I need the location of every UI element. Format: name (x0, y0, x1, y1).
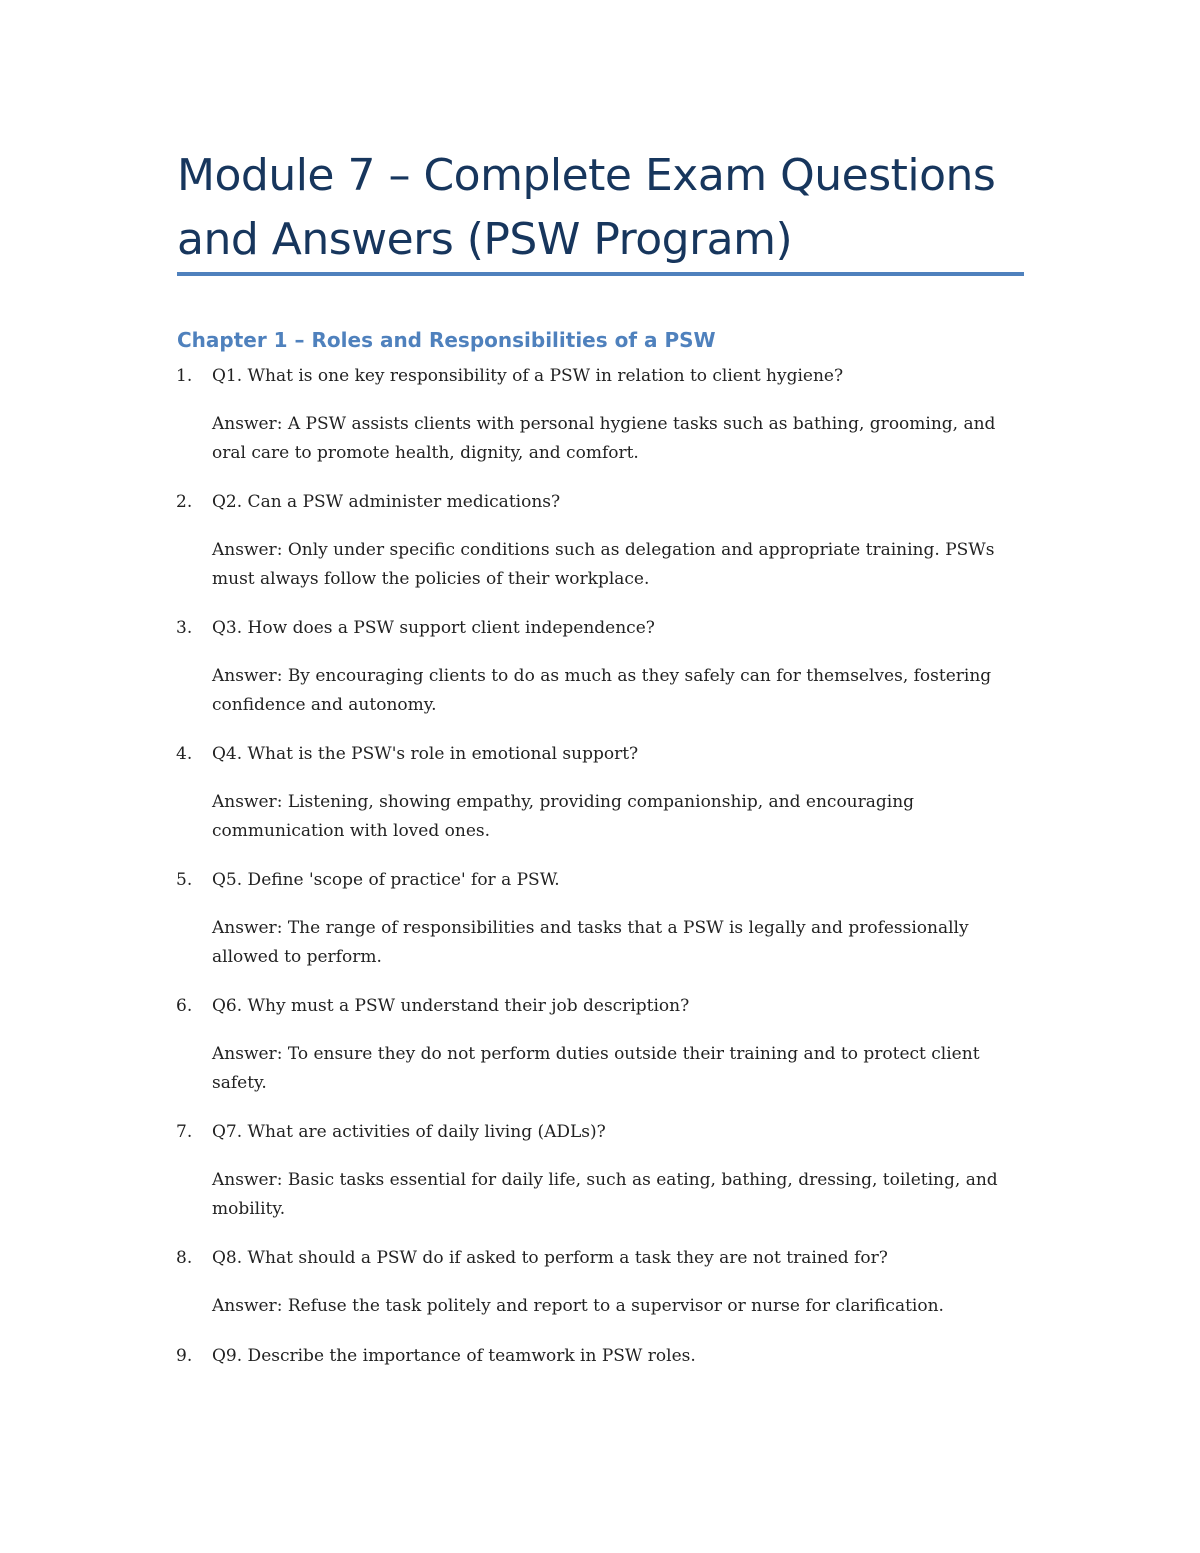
answer-text: Answer: Listening, showing empathy, providing companionship, and encouraging communication with loved ones. (212, 792, 915, 841)
question-text: Q9. Describe the importance of teamwork in PSW roles. (212, 1346, 696, 1366)
document-title: Module 7 – Complete Exam Questions and Answers (PSW Program) (177, 150, 996, 265)
question-text: Q6. Why must a PSW understand their job description? (212, 996, 690, 1016)
question-text: Q8. What should a PSW do if asked to perform a task they are not trained for? (212, 1248, 888, 1268)
question-text: Q7. What are activities of daily living (ADLs)? (212, 1122, 606, 1142)
item-number: 8. (176, 1248, 193, 1268)
item-number: 6. (176, 996, 193, 1016)
item-number: 3. (176, 618, 193, 638)
answer-text: Answer: Basic tasks essential for daily life, such as eating, bathing, dressing, toileting, and mobility. (212, 1170, 998, 1219)
question-text: Q3. How does a PSW support client independence? (212, 618, 655, 638)
question-text: Q1. What is one key responsibility of a PSW in relation to client hygiene? (212, 366, 844, 386)
question-text: Q4. What is the PSW's role in emotional support? (212, 744, 639, 764)
question-text: Q2. Can a PSW administer medications? (212, 492, 561, 512)
answer-text: Answer: Only under specific conditions such as delegation and appropriate training. PSWs must always follow the policies of their workplace. (212, 540, 995, 589)
item-number: 4. (176, 744, 193, 764)
title-underline (177, 272, 1024, 276)
item-number: 5. (176, 870, 193, 890)
item-number: 7. (176, 1122, 193, 1142)
item-number: 9. (176, 1346, 193, 1366)
question-text: Q5. Define 'scope of practice' for a PSW. (212, 870, 560, 890)
answer-text: Answer: By encouraging clients to do as much as they safely can for themselves, fostering confidence and autonomy. (212, 666, 992, 715)
item-number: 1. (176, 366, 193, 386)
answer-text: Answer: A PSW assists clients with personal hygiene tasks such as bathing, grooming, and oral care to promote health, dignity, and comfort. (212, 414, 996, 463)
item-number: 2. (176, 492, 193, 512)
answer-text: Answer: The range of responsibilities and tasks that a PSW is legally and professionally allowed to perform. (212, 918, 969, 967)
chapter-heading: Chapter 1 – Roles and Responsibilities of a PSW (177, 328, 716, 352)
answer-text: Answer: Refuse the task politely and report to a supervisor or nurse for clarification. (212, 1296, 944, 1316)
answer-text: Answer: To ensure they do not perform duties outside their training and to protect client safety. (212, 1044, 980, 1093)
